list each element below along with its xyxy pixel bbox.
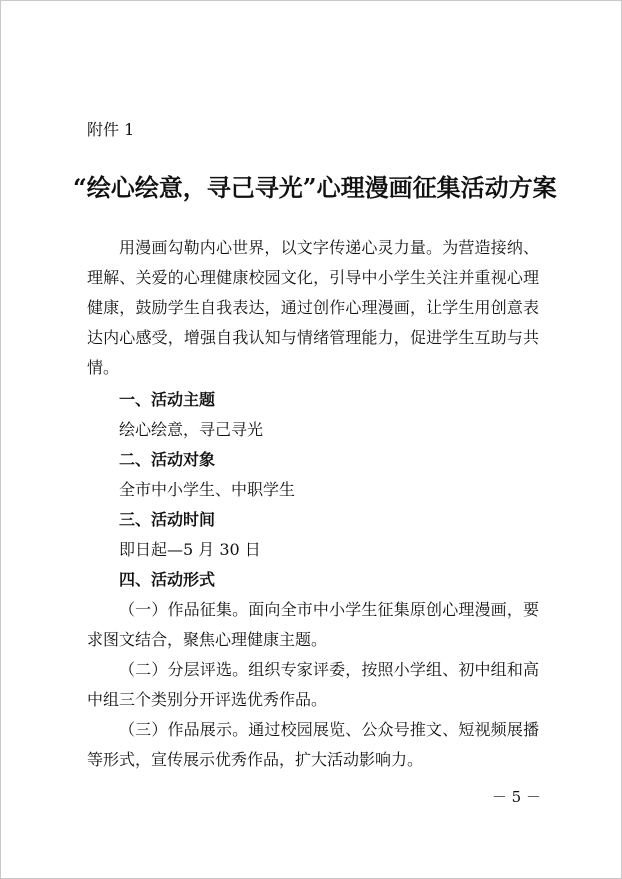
form-item-collection: （一）作品征集。面向全市中小学生征集原创心理漫画，要求图文结合，聚焦心理健康主题。 xyxy=(87,600,539,649)
section-heading-format: 四、活动形式 xyxy=(119,570,216,589)
section-content-theme: 绘心绘意，寻己寻光 xyxy=(119,420,264,439)
document-title: “绘心绘意，寻己寻光”心理漫画征集活动方案 xyxy=(73,173,557,202)
page-number: － 5 － xyxy=(491,788,541,806)
form-item-evaluation: （二）分层评选。组织专家评委，按照小学组、初中组和高中组三个类别分开评选优秀作品。 xyxy=(87,660,539,709)
intro-paragraph: 用漫画勾勒内心世界，以文字传递心灵力量。为营造接纳、理解、关爱的心理健康校园文化，引导中小学生关注并重视心理健康，鼓励学生自我表达，通过创作心理漫画，让学生用创意表达内心感受，增强自我认知与情绪管理能力，促进学生互助与共情。 xyxy=(87,238,539,377)
section-heading-theme: 一、活动主题 xyxy=(119,390,216,409)
attachment-label: 附件 1 xyxy=(87,120,135,139)
section-content-audience: 全市中小学生、中职学生 xyxy=(119,480,296,499)
section-heading-time: 三、活动时间 xyxy=(119,510,216,529)
form-item-showcase: （三）作品展示。通过校园展览、公众号推文、短视频展播等形式，宣传展示优秀作品，扩大活动影响力。 xyxy=(87,720,539,769)
section-heading-audience: 二、活动对象 xyxy=(119,450,216,469)
section-content-time: 即日起—5 月 30 日 xyxy=(119,540,261,559)
